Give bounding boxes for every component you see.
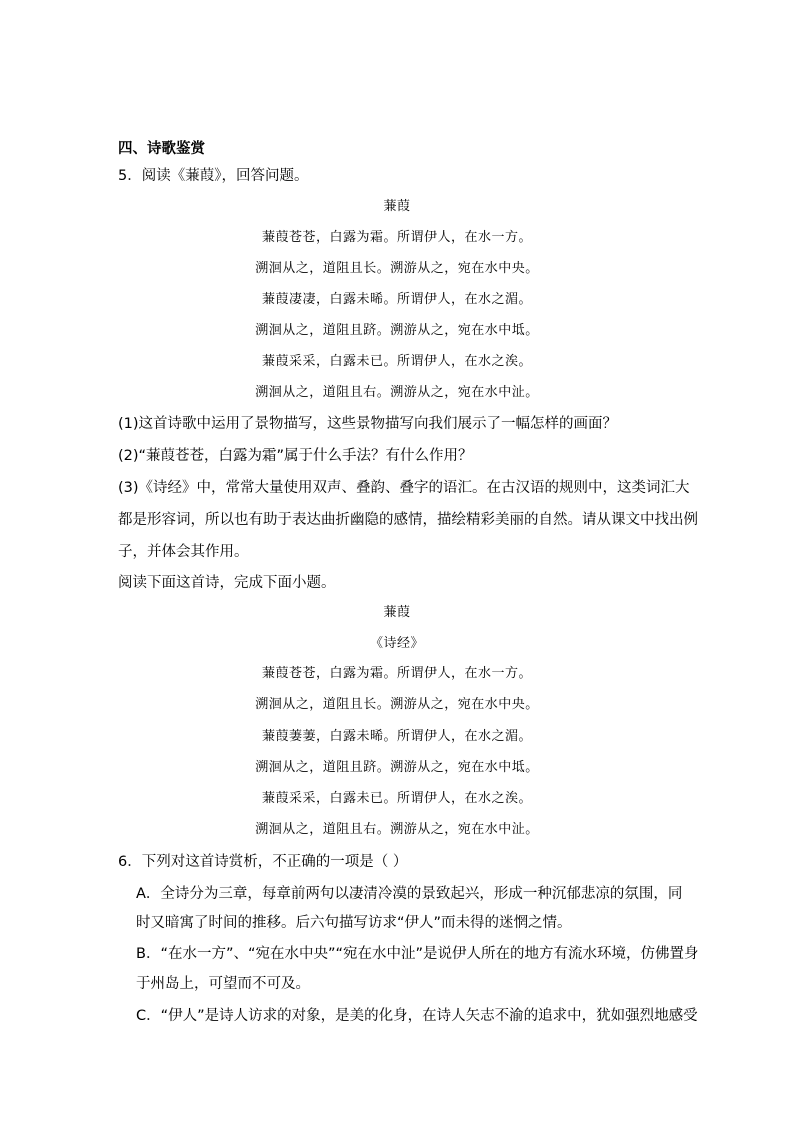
poem-title: 蒹葭: [383, 199, 411, 214]
poem-line: 溯洄从之，道阻且跻。溯游从之，宛在水中坻。: [255, 323, 539, 338]
sub-question-1: (1)这首诗歌中运用了景物描写，这些景物描写向我们展示了一幅怎样的画面？: [118, 416, 618, 432]
poem-line: 蒹葭苍苍，白露为霜。所谓伊人，在水一方。: [261, 230, 532, 245]
poem-line: 蒹葭凄凄，白露未晞。所谓伊人，在水之湄。: [261, 292, 532, 307]
poem2-line: 蒹葭苍苍，白露为霜。所谓伊人，在水一方。: [261, 666, 532, 681]
option-b: B．“在水一方”、“宛在水中央”“宛在水中沚”是说伊人所在的地方有流水环境，仿佛置身: [136, 946, 699, 962]
sub-question-2: (2)“蒹葭苍苍，白露为霜”属于什么手法？有什么作用？: [118, 448, 473, 464]
sub-question-3-cont: 都是形容词，所以也有助于表达曲折幽隐的感情，描绘精彩美丽的自然。请从课文中找出例: [118, 512, 698, 528]
option-c: C．“伊人”是诗人访求的对象，是美的化身，在诗人矢志不渝的追求中，犹如强烈地感受: [136, 1008, 698, 1024]
poem2-title: 蒹葭: [383, 605, 411, 620]
poem-line: 溯洄从之，道阻且右。溯游从之，宛在水中沚。: [255, 385, 539, 400]
question-5-prompt: 5．阅读《蒹葭》，回答问题。: [118, 168, 309, 184]
poem2-line: 溯洄从之，道阻且跻。溯游从之，宛在水中坻。: [255, 760, 539, 775]
poem2-line: 溯洄从之，道阻且右。溯游从之，宛在水中沚。: [255, 822, 539, 837]
poem2-line: 蒹葭采采，白露未已。所谓伊人，在水之涘。: [261, 791, 532, 806]
section-title: 四、诗歌鉴赏: [118, 141, 205, 157]
poem-line: 溯洄从之，道阻且长。溯游从之，宛在水中央。: [255, 261, 539, 276]
poem2-source: 《诗经》: [369, 636, 424, 651]
poem-line: 蒹葭采采，白露未已。所谓伊人，在水之涘。: [261, 354, 532, 369]
reading-intro: 阅读下面这首诗，完成下面小题。: [118, 575, 336, 591]
option-b-cont: 于州岛上，可望而不可及。: [136, 976, 310, 992]
sub-question-3: (3)《诗经》中，常常大量使用双声、叠韵、叠字的语汇。在古汉语的规则中，这类词汇大: [118, 480, 690, 496]
poem2-line: 蒹葭萋萋，白露未晞。所谓伊人，在水之湄。: [261, 729, 532, 744]
option-a-cont: 时又暗寓了时间的推移。后六句描写访求“伊人”而未得的迷惘之情。: [136, 915, 572, 931]
question-6-prompt: 6．下列对这首诗赏析，不正确的一项是（ ）: [118, 854, 408, 870]
option-a: A．全诗分为三章，每章前两句以凄清冷漠的景致起兴，形成一种沉郁悲凉的氛围，同: [136, 886, 683, 902]
sub-question-3-cont: 子，并体会其作用。: [118, 544, 249, 560]
poem2-line: 溯洄从之，道阻且长。溯游从之，宛在水中央。: [255, 697, 539, 712]
